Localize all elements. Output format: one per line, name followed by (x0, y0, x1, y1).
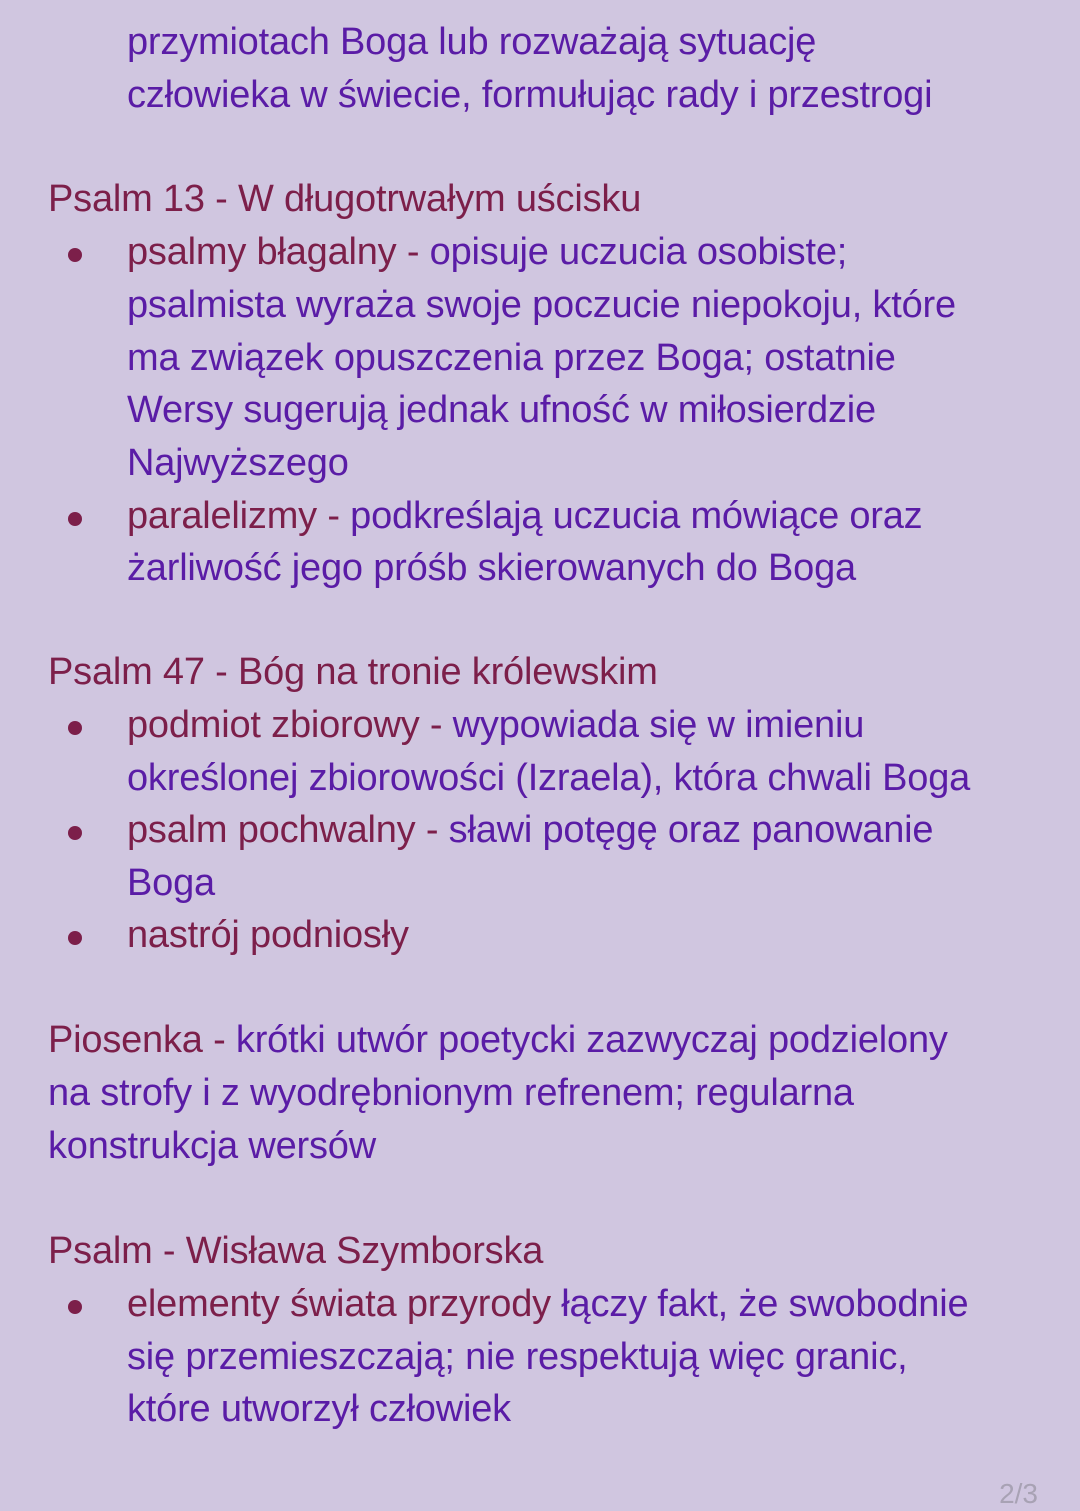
psalm47-item1-def: wypowiada się w imieniu (452, 704, 865, 746)
szymborska-item1-line2: się przemieszczają; nie respektują więc granic, (127, 1336, 908, 1378)
szymborska-heading: Psalm - Wisława Szymborska (48, 1230, 544, 1272)
bullet-icon (68, 248, 82, 262)
bullet-icon (68, 1300, 82, 1314)
szymborska-item1-line1 (127, 1278, 968, 1330)
separator: - (316, 495, 351, 537)
psalm13-item1-line3: ma związek opuszczenia przez Boga; ostatnie (127, 337, 896, 379)
separator: - (202, 1019, 236, 1061)
psalm47-item2-line2: Boga (127, 862, 215, 904)
psalm13-item2-line2: żarliwość jego próśb skierowanych do Boga (127, 547, 856, 589)
psalm47-item1-line1 (127, 699, 864, 751)
bullet-icon (68, 721, 82, 735)
psalm13-item1-def: opisuje uczucia osobiste; (429, 231, 848, 273)
szymborska-item1-def: łączy fakt, że swobodnie (550, 1283, 969, 1325)
psalm13-item1-line2: psalmista wyraża swoje poczucie niepokoju, które (127, 284, 956, 326)
separator: - (419, 704, 453, 746)
bullet-icon (68, 512, 82, 526)
bullet-icon (68, 931, 82, 945)
separator: - (415, 809, 449, 851)
psalm47-item1-line2: określonej zbiorowości (Izraela), która chwali Boga (127, 757, 971, 799)
separator: - (396, 231, 430, 273)
intro-line-2: człowieka w świecie, formułując rady i przestrogi (127, 74, 933, 116)
psalm13-item1-line5: Najwyższego (127, 442, 349, 484)
piosenka-def: krótki utwór poetycki zazwyczaj podzielony (235, 1019, 948, 1061)
piosenka-line2: na strofy i z wyodrębnionym refrenem; regularna (48, 1072, 854, 1114)
psalm47-item1-term: podmiot zbiorowy (127, 704, 420, 746)
szymborska-item1-term: elementy świata przyrody (127, 1283, 551, 1325)
psalm47-item2-term: psalm pochwalny (127, 809, 416, 851)
psalm13-heading: Psalm 13 - W długotrwałym uścisku (48, 178, 642, 220)
psalm13-item2-line1 (127, 490, 922, 542)
psalm13-item2-term: paralelizmy (127, 495, 317, 537)
psalm13-item1-line1 (127, 226, 847, 278)
intro-line-1: przymiotach Boga lub rozważają sytuację (127, 21, 817, 63)
psalm47-item2-line1 (127, 804, 933, 856)
psalm47-heading: Psalm 47 - Bóg na tronie królewskim (48, 651, 658, 693)
bullet-icon (68, 826, 82, 840)
szymborska-item1-line3: które utworzył człowiek (127, 1388, 511, 1430)
psalm13-item1-line4: Wersy sugerują jednak ufność w miłosierdzie (127, 389, 876, 431)
piosenka-line3: konstrukcja wersów (48, 1125, 376, 1167)
page-indicator: 2/3 (999, 1478, 1038, 1509)
psalm13-item1-term: psalmy błagalny (127, 231, 397, 273)
piosenka-term: Piosenka (48, 1019, 203, 1061)
psalm13-item2-def: podkreślają uczucia mówiące oraz (350, 495, 923, 537)
psalm47-item2-def: sławi potęgę oraz panowanie (448, 809, 934, 851)
piosenka-line1 (48, 1014, 948, 1066)
psalm47-item3-term: nastrój podniosły (127, 914, 409, 956)
